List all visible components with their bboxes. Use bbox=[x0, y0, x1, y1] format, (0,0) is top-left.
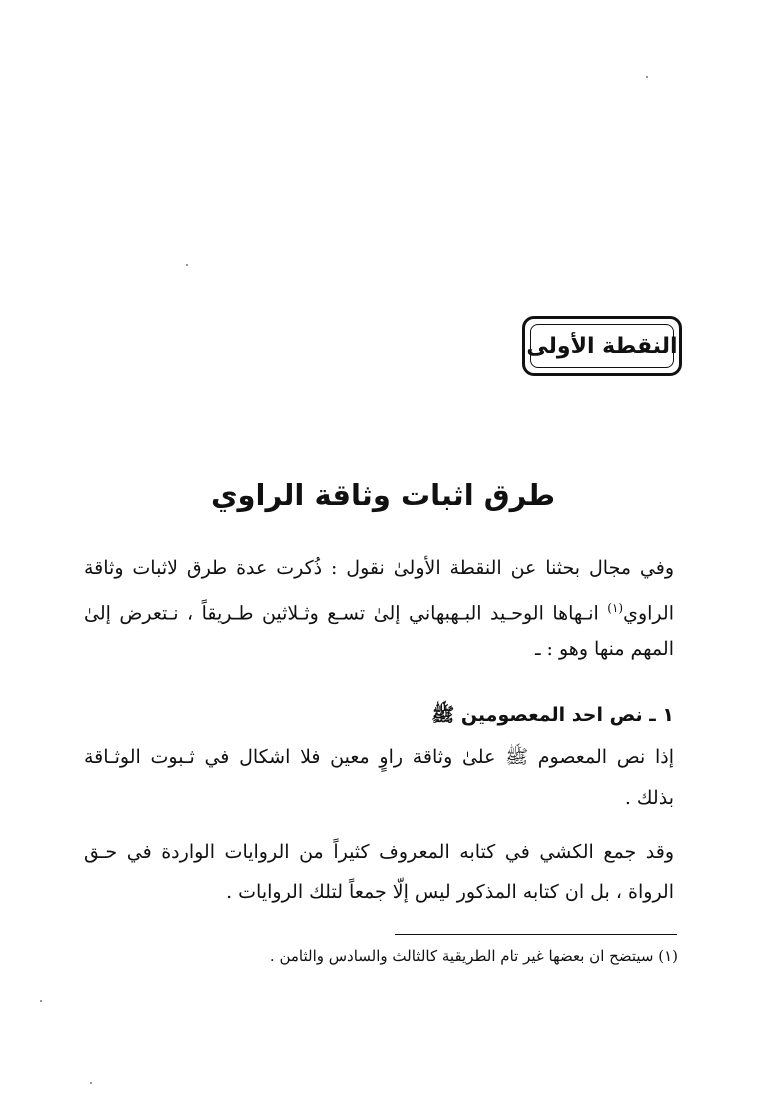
para1-line-2: بذلك . bbox=[624, 787, 674, 809]
intro-line-2-rest: انـهاها الوحـيد البـهبهاني إلىٰ تسـع وثـلاثين طـريقاً ، نـتعرض إلىٰ bbox=[84, 602, 608, 625]
section-heading-1: ١ ـ نص احد المعصومين ﷺ bbox=[431, 704, 674, 726]
section-label-box bbox=[522, 316, 682, 376]
para1-line-1: إذا نص المعصوم ﷺ علىٰ وثاقة راوٍ معين فلا اشكال في ثـبوت الوثـاقة bbox=[84, 746, 674, 768]
intro-line-2 bbox=[84, 596, 674, 625]
footnote-1: (١) سيتضح ان بعضها غير تام الطريقية كالثالث والسادس والثامن . bbox=[269, 947, 678, 965]
scan-speck bbox=[90, 1082, 92, 1084]
section-label-inner-frame bbox=[526, 324, 678, 368]
chapter-title: طرق اثبات وثاقة الراوي bbox=[210, 478, 556, 512]
intro-line-2-start: الراوي bbox=[623, 602, 674, 625]
footnote-separator bbox=[395, 934, 677, 935]
scan-speck bbox=[186, 264, 188, 266]
section-label: النقطة الأولى bbox=[526, 333, 678, 359]
para2-line-2: الرواة ، بل ان كتابه المذكور ليس إلّا جمعاً لتلك الروايات . bbox=[226, 881, 674, 903]
intro-line-3: المهم منها وهو : ـ bbox=[534, 638, 674, 660]
intro-line-1: وفي مجال بحثنا عن النقطة الأولىٰ نقول : ذُكرت عدة طرق لاثبات وثاقة bbox=[84, 557, 674, 579]
para2-line-1: وقد جمع الكشي في كتابه المعروف كثيراً من الروايات الواردة في حـق bbox=[84, 841, 674, 863]
scan-speck bbox=[40, 1000, 42, 1002]
footnote-ref-1: (١) bbox=[607, 601, 624, 615]
scan-speck bbox=[646, 76, 648, 78]
